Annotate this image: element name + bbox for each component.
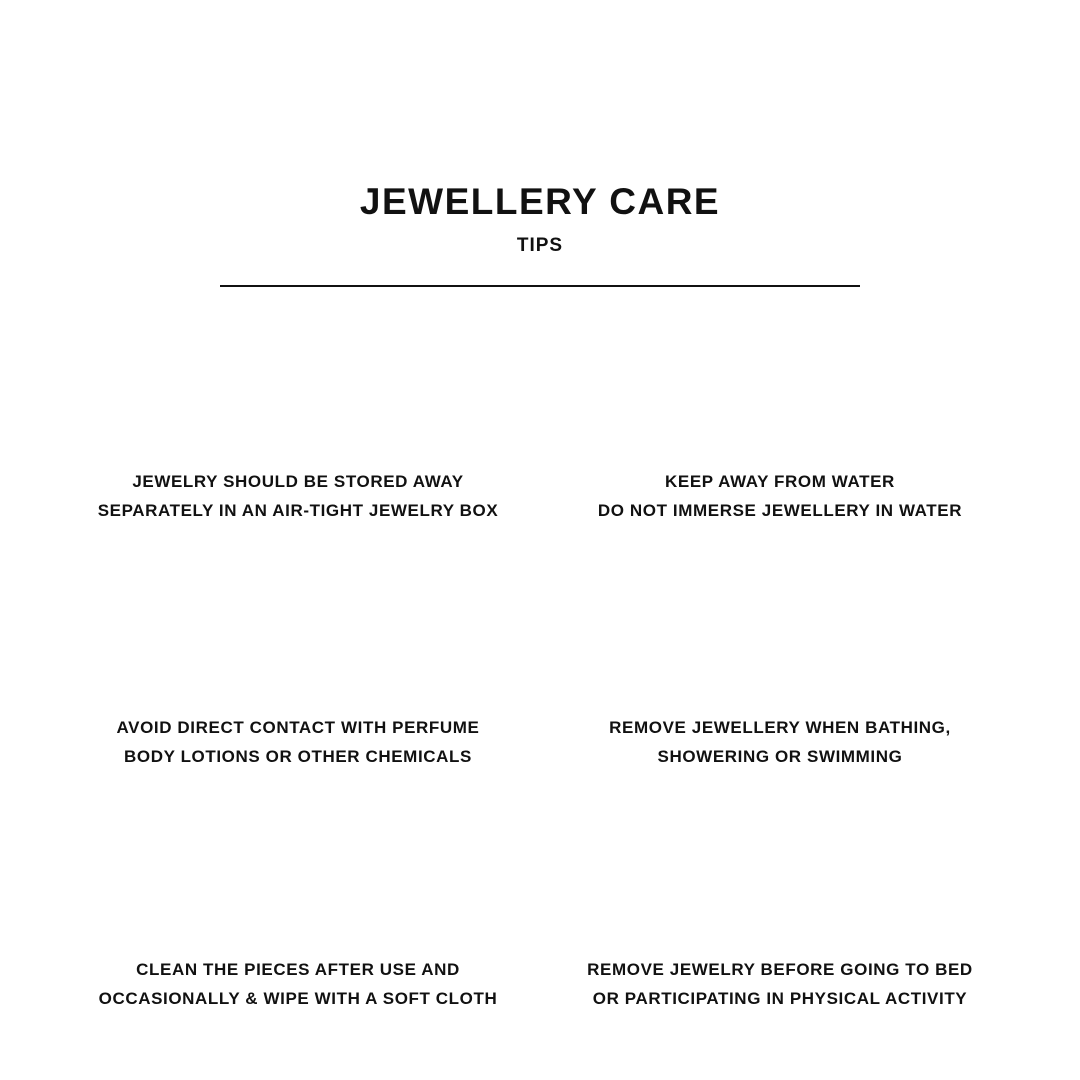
tip-chemicals (48, 713, 548, 771)
tip-storage (48, 467, 548, 525)
title-divider (220, 285, 860, 287)
tip-chemicals-line-2: BODY LOTIONS OR OTHER CHEMICALS (124, 747, 472, 766)
tip-water-line-1: KEEP AWAY FROM WATER (665, 472, 895, 491)
tip-storage-line-1: JEWELRY SHOULD BE STORED AWAY (132, 472, 464, 491)
tip-bathing-line-2: SHOWERING OR SWIMMING (657, 747, 903, 766)
tip-cleaning (48, 955, 548, 1013)
tip-chemicals-line-1: AVOID DIRECT CONTACT WITH PERFUME (116, 718, 480, 737)
tip-activity-line-2: OR PARTICIPATING IN PHYSICAL ACTIVITY (592, 989, 968, 1008)
page-title: JEWELLERY CARE (359, 181, 721, 222)
tip-activity (530, 955, 1030, 1013)
tip-cleaning-line-1: CLEAN THE PIECES AFTER USE AND (136, 960, 460, 979)
tip-bathing-line-1: REMOVE JEWELLERY WHEN BATHING, (609, 718, 951, 737)
tip-water (530, 467, 1030, 525)
page-subtitle: TIPS (516, 235, 564, 256)
tip-activity-line-1: REMOVE JEWELRY BEFORE GOING TO BED (587, 960, 973, 979)
tip-water-line-2: DO NOT IMMERSE JEWELLERY IN WATER (597, 501, 963, 520)
tip-cleaning-line-2: OCCASIONALLY & WIPE WITH A SOFT CLOTH (98, 989, 498, 1008)
tip-bathing (530, 713, 1030, 771)
tip-storage-line-2: SEPARATELY IN AN AIR-TIGHT JEWELRY BOX (97, 501, 499, 520)
